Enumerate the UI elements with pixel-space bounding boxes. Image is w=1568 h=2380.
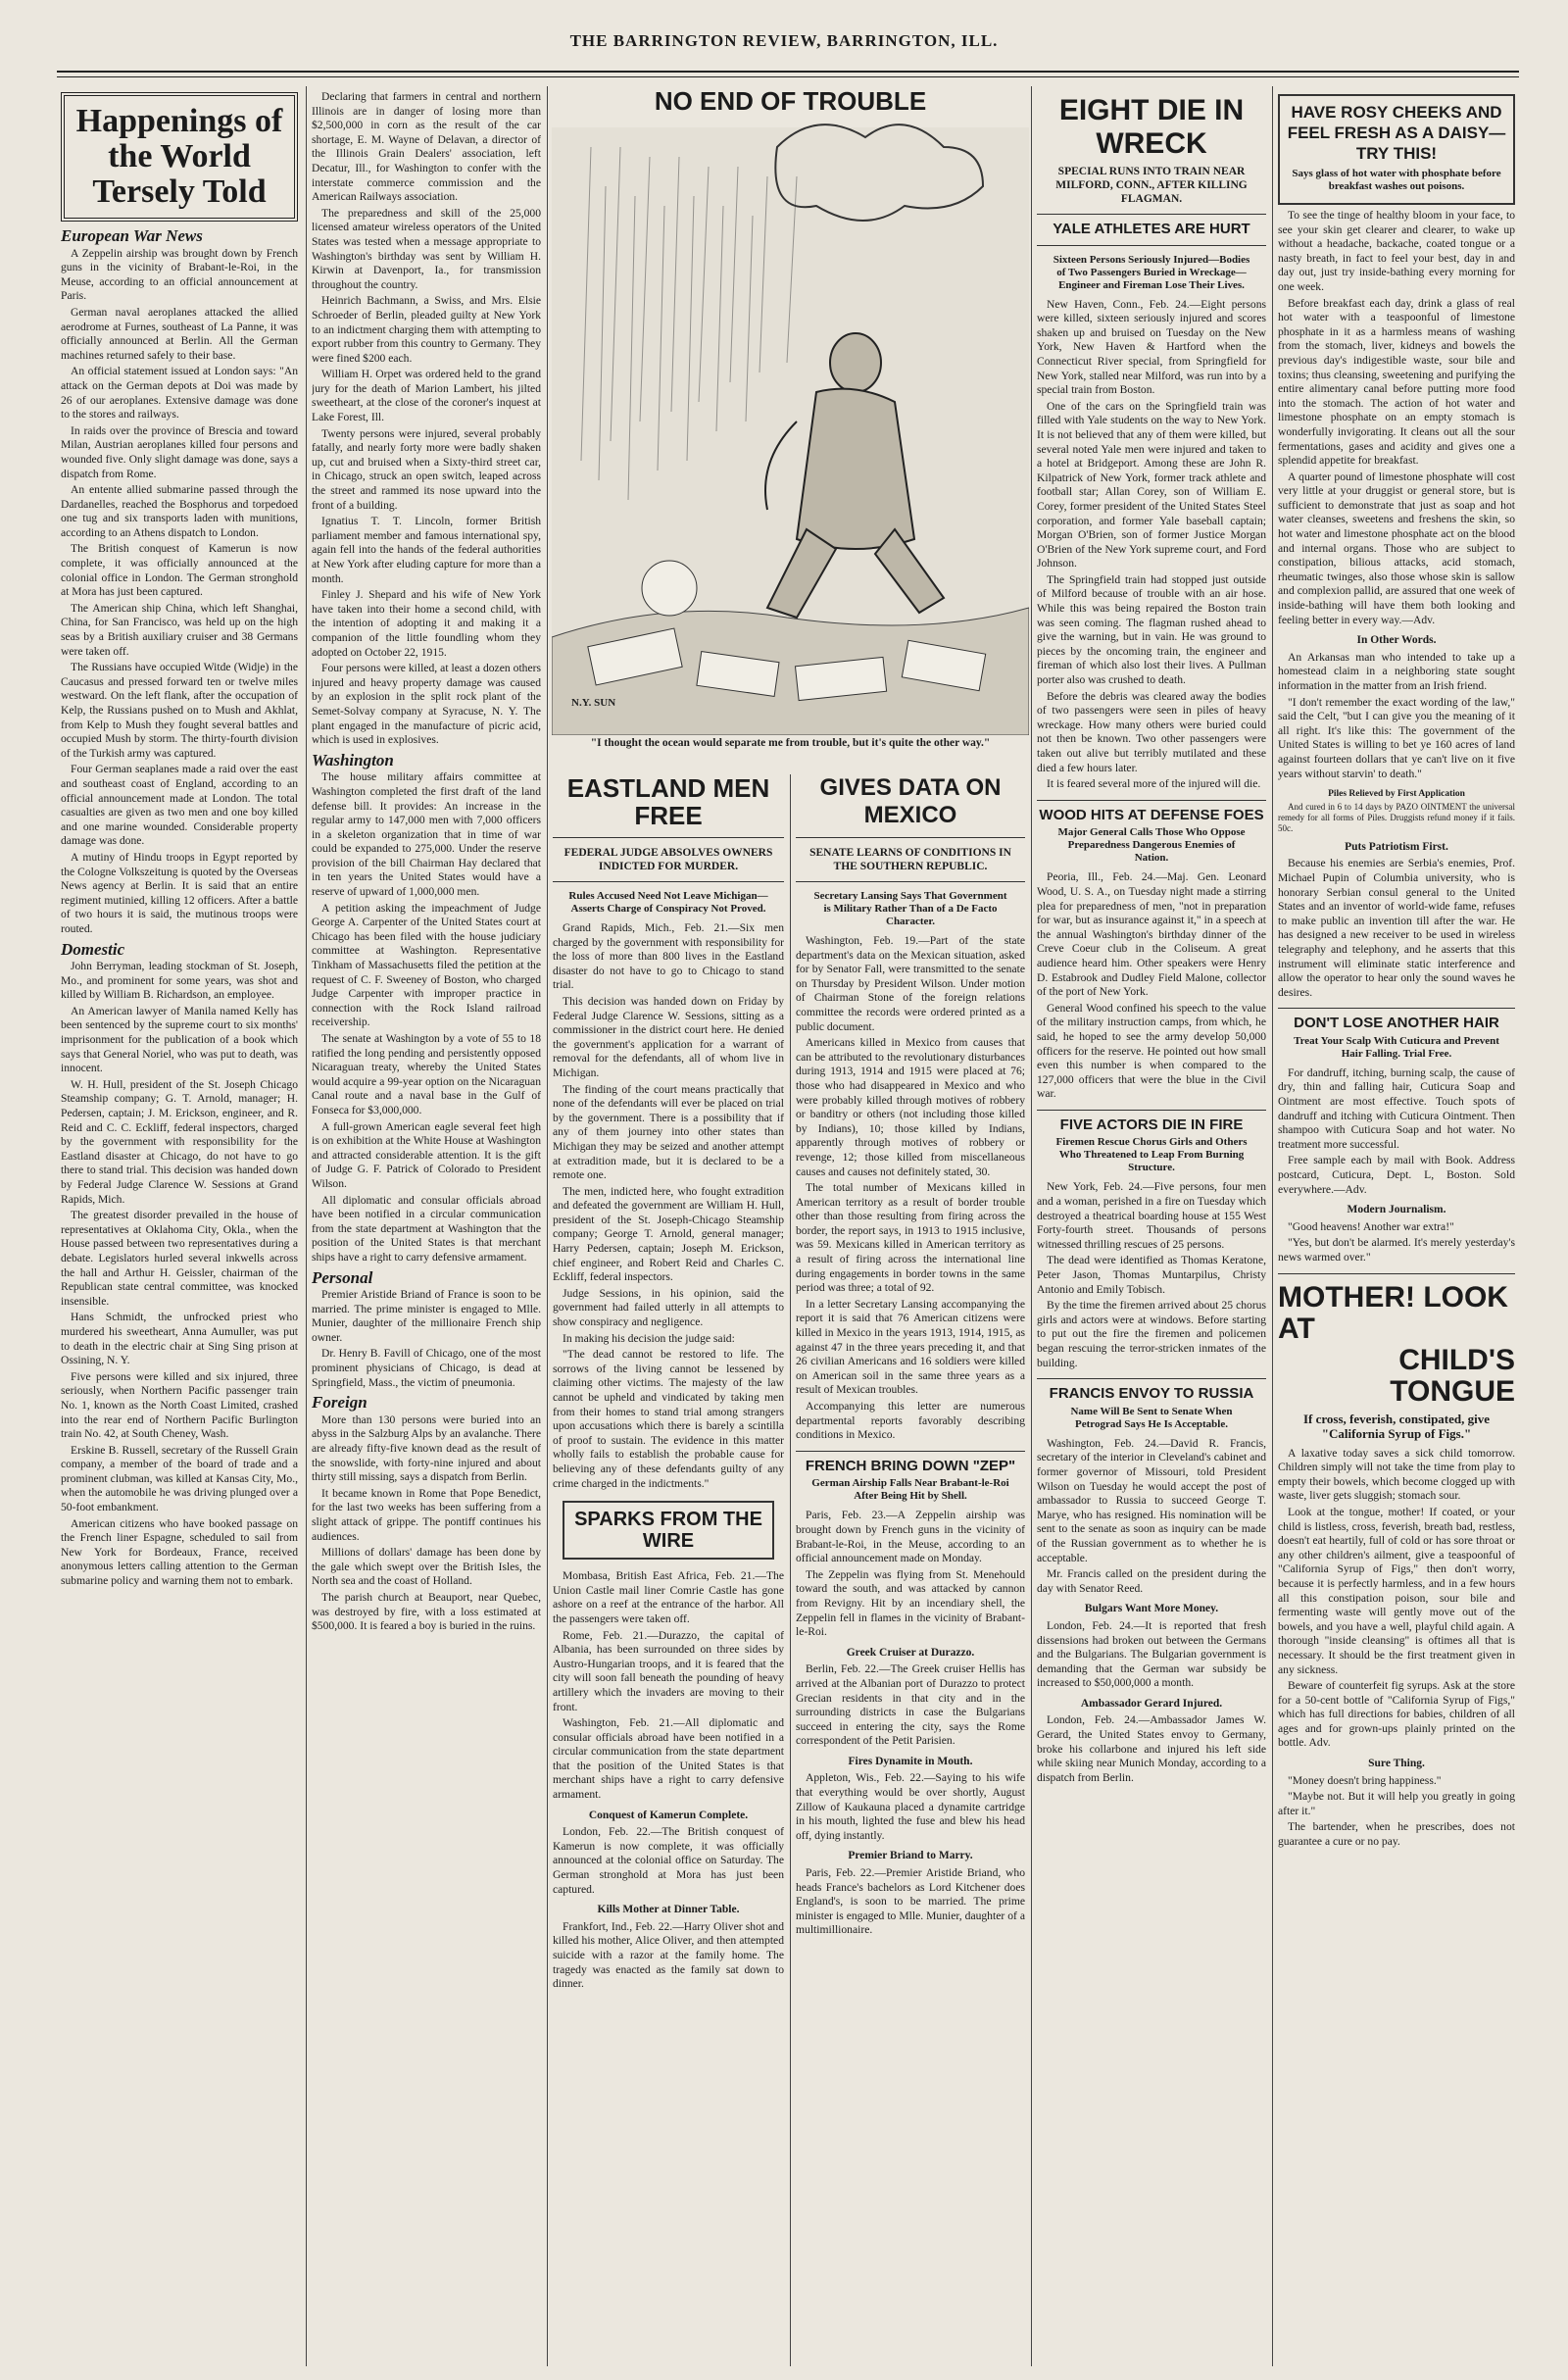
deck: German Airship Falls Near Brabant-le-Roi After Being Hit by Shell. <box>811 1477 1009 1503</box>
deck: Name Will Be Sent to Senate When Petrograd Says He Is Acceptable. <box>1070 1405 1233 1430</box>
news-item: Four persons were killed, at least a dozen others injured and heavy property damage was caused by an explosion in the split rock plant of the Semet-Solvay company at Syracuse, N. Y. The plant engaged in the manufacture of picric acid, which is used in explosives. <box>312 662 541 747</box>
item-heading: Ambassador Gerard Injured. <box>1080 1697 1223 1710</box>
deck: Secretary Lansing Says That Government is Military Rather Than of a De Facto Character. <box>813 890 1007 927</box>
story-paragraph: Frankfort, Ind., Feb. 22.—Harry Oliver shot and killed his mother, Alice Oliver, and then attempted suicide with a razor at the family home. The tragedy was enacted as the family sat down to dinner. <box>553 1919 784 1991</box>
item-heading: In Other Words. <box>1356 634 1437 647</box>
story-paragraph: The finding of the court means practically that none of the defendants will ever be placed on trial by the government. There is a possibility that if any of them journey into other states than Michigan they may be seized and another attempt at extradition made, but it is declared to be a remote one. <box>553 1082 784 1182</box>
story-paragraph: Mombasa, British East Africa, Feb. 21.—The Union Castle mail liner Comrie Castle has gone ashore on a reef at the entrance of the harbor. All the passengers were taken off. <box>553 1569 784 1625</box>
story-paragraph: This decision was handed down on Friday by Federal Judge Clarence W. Sessions, sitting as a commissioner in the district court here. He denied the government's application for a warrant of removal for the defendants, all of whom live in Michigan. <box>553 994 784 1079</box>
column-4 <box>796 774 1025 2362</box>
section-heading: Personal <box>312 1267 373 1287</box>
story-paragraph: Accompanying this letter are numerous departmental reports favorably describing conditions in Mexico. <box>796 1400 1025 1442</box>
story-paragraph: Mr. Francis called on the president during the day with Senator Reed. <box>1037 1567 1266 1595</box>
news-item: A Zeppelin airship was brought down by French guns in the vicinity of Brabant-le-Roi, in the Meuse, according to an official announcement at Paris. <box>61 246 298 303</box>
story-paragraph: In making his decision the judge said: <box>563 1331 735 1345</box>
column-rule <box>547 86 548 2366</box>
deck: Firemen Rescue Chorus Girls and Others Who Threatened to Leap From Burning Structure. <box>1055 1136 1248 1174</box>
news-item: The senate at Washington by a vote of 55 to 18 ratified the long pending and persistently opposed Nicaraguan treaty, whereby the United States would acquire a 99-year option on the Nicaraguan Canal route and a naval base in the Gulf of Fonseca for $3,000,000. <box>312 1032 541 1116</box>
ad-headline: DON'T LOSE ANOTHER HAIR <box>1294 1015 1499 1032</box>
story-paragraph: London, Feb. 24.—It is reported that fresh dissensions had broken out between the Germans and the Bulgarians. The Bulgarian government is demanding that the German war subsidy be increased to $50,000,000 a month. <box>1037 1618 1266 1690</box>
news-item: Dr. Henry B. Favill of Chicago, one of the most prominent physicians of Chicago, is dead at Springfield, Mass., the victim of pneumonia. <box>312 1347 541 1389</box>
news-item: William H. Orpet was ordered held to the grand jury for the death of Marion Lambert, his jilted sweetheart, at the close of the coroner's inquest at Lake Forest, Ill. <box>312 368 541 424</box>
column-rule <box>1272 86 1273 2366</box>
ad-paragraph: And cured in 6 to 14 days by PAZO OINTMENT the universal remedy for all forms of Piles. Druggists refund money if it fails. 50c. <box>1278 801 1515 833</box>
story-paragraph: General Wood confined his speech to the value of the military instruction camps, from which, he said, he hoped to see the army develop 50,000 officers for the reserve. He pointed out how small even this number is when compared to the 127,000 officers that were the blue in the Civil war. <box>1037 1001 1266 1101</box>
story-paragraph: Because his enemies are Serbia's enemies, Prof. Michael Pupin of Columbia university, who is honorary Serbian consul general to the United States and an inventor of world-wide fame, refuses to make public an invention till after the war. He has designed a new receiver to be used in wireless telegraphy and telephony, and he asserts that this instrument will eliminate static interference and allow the operator to hear only the sound waves he desires. <box>1278 857 1515 999</box>
subheadline-yale: YALE ATHLETES ARE HURT <box>1053 221 1250 237</box>
headline-wreck: EIGHT DIE IN WRECK <box>1058 94 1245 160</box>
cartoon-caption: "I thought the ocean would separate me from trouble, but it's quite the other way." <box>590 737 991 749</box>
divider <box>553 837 784 838</box>
sparks-box <box>563 1501 774 1560</box>
column-5 <box>1037 90 1266 2362</box>
story-paragraph: London, Feb. 22.—The British conquest of Kamerun is now complete, it was officially announced at the colonial office on Saturday. The German stronghold at Mora has just been captured. <box>553 1825 784 1896</box>
story-paragraph: "The dead cannot be restored to life. The sorrows of the living cannot be lessened by claiming other victims. The majesty of the law cannot be upheld and vindicated by taking men from their homes to stand trial among strangers upon accusations which there is barely a scintilla of proof to sustain. The evidence in this matter wholly fails to establish the probable cause for believing any of these defendants guilty of any crime charged in the indictments." <box>553 1348 784 1490</box>
ad-headline: HAVE ROSY CHEEKS AND FEEL FRESH AS A DAISY—TRY THIS! <box>1287 103 1506 163</box>
item-heading: Kills Mother at Dinner Table. <box>597 1904 740 1916</box>
item-heading: Greek Cruiser at Durazzo. <box>846 1646 975 1659</box>
divider <box>1037 214 1266 215</box>
column-3 <box>553 774 784 2362</box>
ad-paragraph: Look at the tongue, mother! If coated, or your child is listless, cross, feverish, breath bad, restless, doesn't eat heartily, full of cold or has sore throat or any other children's ailment, give a teaspoonful of "California Syrup of Figs," then don't worry, because it is perfectly harmless, and in a few hours all this constipation poison, sour bile and fermenting waste will gently move out of the bowels, and you have a well, playful child again. A thorough "inside cleansing" is oftimes all that is necessary. It should be the first treatment given in any sickness. <box>1278 1505 1515 1676</box>
happenings-box <box>61 92 298 222</box>
item-heading: Sure Thing. <box>1368 1758 1425 1770</box>
news-item: Ignatius T. T. Lincoln, former British parliament member and famous international spy, again fell into the hands of the federal authorities at New York after eluding capture for more than a month. <box>312 515 541 585</box>
ad-paragraph: Free sample each by mail with Book. Address postcard, Cuticura, Dept. L, Boston. Sold everywhere.—Adv. <box>1278 1154 1515 1196</box>
story-paragraph: Paris, Feb. 23.—A Zeppelin airship was brought down by French guns in the vicinity of Brabant-le-Roi, in the Meuse, according to an official announcement made on Monday. <box>796 1509 1025 1565</box>
column-rule <box>1031 86 1032 2366</box>
divider <box>796 1451 1025 1452</box>
news-item: Declaring that farmers in central and northern Illinois are in danger of losing more than $2,500,000 in corn as the result of the car shortage, E. M. Wayne of Delavan, a director of the Illinois Grain Dealers' association, left Decatur, Ill., for Washington to confer with the interstate commerce commission and the American Railways association. <box>312 90 541 204</box>
news-item: German naval aeroplanes attacked the allied aerodrome at Furnes, southeast of La Panne, it was officially announced at Berlin. All the German machines returned safely to their base. <box>61 305 298 362</box>
column-rule <box>790 774 791 2366</box>
item-heading: Modern Journalism. <box>1347 1204 1446 1216</box>
deck: Sixteen Persons Seriously Injured—Bodies of Two Passengers Buried in Wreckage—Engineer and Fireman Lose Their Lives. <box>1053 253 1250 291</box>
news-item: Four German seaplanes made a raid over the east and southeast coast of England, according to an official announcement made at London. The total casualties are given as two men and one boy killed and one marine wounded. Considerable property damage was done. <box>61 763 298 848</box>
news-item: American citizens who have booked passage on the French liner Espagne, scheduled to sail from New York for Bordeaux, France, received anonymous letters calling attention to the German submarine policy and warning them not to embark. <box>61 1516 298 1588</box>
news-item: More than 130 persons were buried into an abyss in the Salzburg Alps by an avalanche. There are already fifty-five known dead as the result of the snowslide, with forty-nine injured and about thirty still missing, says a dispatch from Berlin. <box>312 1413 541 1484</box>
story-paragraph: "I don't remember the exact wording of the law," said the Celt, "but I can give you the meaning of it all right. It's like this: The government of the United States is willing to bet ye 160 acres of land against fourteen dollars that ye can't live on it five years without starvin' to death." <box>1278 695 1515 780</box>
story-paragraph: The bartender, when he prescribes, does not guarantee a cure or no pay. <box>1278 1820 1515 1849</box>
news-item: A full-grown American eagle several feet high is on exhibition at the White House at Washington and attracted considerable attention. It is the gift of Judge G. F. Patrick of Colorado to President Wilson. <box>312 1119 541 1190</box>
news-item: Premier Aristide Briand of France is soon to be married. The prime minister is engaged to Mlle. Munier, daughter of the millionaire French ship owner. <box>312 1288 541 1344</box>
cartoon-credit: N.Y. SUN <box>571 697 616 709</box>
deck: Treat Your Scalp With Cuticura and Prevent Hair Falling. Trial Free. <box>1294 1034 1499 1060</box>
divider <box>1278 1273 1515 1274</box>
item-heading: Piles Relieved by First Application <box>1328 789 1465 800</box>
item-heading: Bulgars Want More Money. <box>1084 1603 1219 1615</box>
headline-francis: FRANCIS ENVOY TO RUSSIA <box>1049 1385 1254 1403</box>
story-paragraph: Judge Sessions, in his opinion, said the government had failed utterly in all attempts to show conspiracy and negligence. <box>553 1286 784 1329</box>
headline-eastland: EASTLAND MEN FREE <box>566 774 770 830</box>
divider <box>1037 245 1266 246</box>
story-paragraph: Washington, Feb. 19.—Part of the state department's data on the Mexican situation, asked for by Senator Fall, were transmitted to the senate on Thursday by President Wilson. Under motion of Chairman Stone of the foreign relations committee the records were ordered printed as a public document. <box>796 934 1025 1033</box>
cartoon-title: NO END OF TROUBLE <box>654 86 927 116</box>
story-paragraph: The dead were identified as Thomas Keratone, Peter Jason, Thomas Muntarpilus, Christy Antonio and Emily Tobisch. <box>1037 1254 1266 1296</box>
divider <box>1037 1110 1266 1111</box>
news-item: In raids over the province of Brescia and toward Milan, Austrian aeroplanes killed four persons and wounded five. Only slight damage was done, says a dispatch from Rome. <box>61 423 298 480</box>
news-item: The American ship China, which left Shanghai, China, for San Francisco, was held up on the high seas by a British auxiliary cruiser and 38 Germans were taken off. <box>61 601 298 658</box>
headline-actors: FIVE ACTORS DIE IN FIRE <box>1059 1116 1244 1133</box>
news-item: The British conquest of Kamerun is now complete, it was officially announced at the colonial office in London. The German stronghold at Mora has just been captured. <box>61 542 298 599</box>
news-item: The Russians have occupied Witde (Widje) in the Caucasus and pressed forward ten or twelve miles westward. On the left flank, after the occupation of Kelp, the Russians pushed on to Mush and Akhlat, from Kelp to Mush they fought several battles and occupied Mush by storm. The thirty-fourth division of the Turkish army was captured. <box>61 661 298 760</box>
masthead-rule-thin <box>57 76 1519 77</box>
item-heading: Premier Briand to Marry. <box>848 1850 973 1862</box>
ad-headline: MOTHER! LOOK AT <box>1278 1280 1508 1345</box>
news-item: The parish church at Beauport, near Quebec, was destroyed by fire, with a loss estimated at $500,000. It is feared a boy is buried in the ruins. <box>312 1590 541 1633</box>
deck: Says glass of hot water with phosphate before breakfast washes out poisons. <box>1292 168 1501 192</box>
divider <box>1278 1008 1515 1009</box>
story-paragraph: "Yes, but don't be alarmed. It's merely yesterday's news warmed over." <box>1278 1236 1515 1264</box>
story-paragraph: Washington, Feb. 21.—All diplomatic and consular officials abroad have been notified in a circular communication from the state department that the position of the United States is that merchant ships have a right to carry defensive armament. <box>553 1716 784 1802</box>
story-paragraph: By the time the firemen arrived about 25 chorus girls and actors were at windows. Before starting to put out the fire the firemen and policemen began rescuing the terror-stricken inmates of the building. <box>1037 1299 1266 1369</box>
item-heading: Puts Patriotism First. <box>1345 840 1448 853</box>
story-paragraph: Rome, Feb. 21.—Durazzo, the capital of Albania, has been surrounded on three sides by Austro-Hungarian troops, and it is feared that the city will soon fall beneath the pounding of heavy artillery which the invaders are moving to their front. <box>553 1628 784 1713</box>
ad-paragraph: For dandruff, itching, burning scalp, the cause of dry, thin and falling hair, Cuticura Soap and Ointment are most effective. Touch spots of dandruff and itching with Cuticura Ointment. Then shampoo with Cuticura Soap and hot water. No treatment more successful. <box>1278 1066 1515 1151</box>
news-item: An American lawyer of Manila named Kelly has been sentenced by the supreme court to six months' imprisonment for the publication of a book which says that General Noriel, who was put to death, was innocent. <box>61 1004 298 1075</box>
headline-wood: WOOD HITS AT DEFENSE FOES <box>1039 806 1264 823</box>
section-heading: Domestic <box>61 939 125 959</box>
news-item: Heinrich Bachmann, a Swiss, and Mrs. Elsie Schroeder of Berlin, pleaded guilty at New York to an indictment charging them with attempting to export rubber from this country to Germany. They were fined $200 each. <box>312 294 541 365</box>
story-paragraph: Peoria, Ill., Feb. 24.—Maj. Gen. Leonard Wood, U. S. A., on Tuesday night made a stirring plea for preparedness of men, "not in preparation for war, but as insurance against it," in a speech at the annual Washington's birthday dinner of the Creve Coeur club in the Coliseum. A great audience heard him. Other speakers were Henry D. Estabrook and Dudley Field Malone, collector of the port of New York. <box>1037 870 1266 999</box>
deck: Rules Accused Need Not Leave Michigan—Asserts Charge of Conspiracy Not Proved. <box>568 890 768 915</box>
divider <box>553 881 784 882</box>
news-item: Hans Schmidt, the unfrocked priest who murdered his sweetheart, Anna Aumuller, was put to death in the electric chair at Sing Sing prison at Ossining, N. Y. <box>61 1311 298 1367</box>
subheadline: SPECIAL RUNS INTO TRAIN NEAR MILFORD, CONN., AFTER KILLING FLAGMAN. <box>1055 166 1248 205</box>
deck: Major General Calls Those Who Oppose Preparedness Dangerous Enemies of Nation. <box>1057 826 1246 865</box>
story-paragraph: Americans killed in Mexico from causes that can be attributed to the revolutionary disturbances during 1913, 1914 and 1915 were placed at 76; those who had disappeared in Mexico and who were probably killed through motives of robbery or banditry or others (not including those killed by Indians), 10; those killed by Indians, apparently through motives of robbery or revenge, 12; those killed from miscellaneous causes and causes not definitely stated, 30. <box>796 1036 1025 1178</box>
headline-mexico: GIVES DATA ON MEXICO <box>819 774 1002 828</box>
divider <box>1037 1378 1266 1379</box>
column-6 <box>1278 90 1515 2362</box>
divider <box>796 837 1025 838</box>
section-heading: European War News <box>61 226 203 245</box>
story-paragraph: New Haven, Conn., Feb. 24.—Eight persons were killed, sixteen seriously injured and scores shaken up and bruised on Tuesday on the New York, New Haven & Hartford when the Connecticut River special, from Springfield for New York, stalled near Milford, was run into by a special train from Boston. <box>1037 297 1266 397</box>
item-heading: Conquest of Kamerun Complete. <box>588 1809 749 1821</box>
section-heading: Foreign <box>312 1393 368 1413</box>
column-rule <box>306 86 307 2366</box>
deck: If cross, feverish, constipated, give "California Syrup of Figs." <box>1302 1411 1491 1441</box>
story-paragraph: Grand Rapids, Mich., Feb. 21.—Six men charged by the government with responsibility for the loss of more than 800 lives in the Eastland disaster do not have to go to Chicago to stand trial. <box>553 921 784 992</box>
news-item: W. H. Hull, president of the St. Joseph Chicago Steamship company; G. T. Arnold, manager; H. Pedersen, captain; J. M. Erickson, engineer, and R. Reid and C. C. Eckliff, federal inspectors, charged by the government with responsibility for the Eastland disaster at Chicago, do not have to go there to stand trial. This decision was handed down by Federal Judge Clarence W. Sessions at Grand Rapids, Mich. <box>61 1077 298 1206</box>
section-heading: Washington <box>312 750 394 769</box>
divider <box>796 881 1025 882</box>
story-paragraph: The total number of Mexicans killed in American territory as a result of border trouble other than those resulting from firing across the border, the report says, in 1913 to 1915 inclusive, was 59. Mexicans killed in American territory as a result of firing across the international line during engagements in border towns in the same period was three; a total of 92. <box>796 1181 1025 1295</box>
ad-headline: CHILD'S TONGUE <box>1390 1343 1515 1408</box>
news-item: The preparedness and skill of the 25,000 licensed amateur wireless operators of the United States was tested when a message appropriate to Washington's birthday was sent by William H. Kirwin at Davenport, Ia., for transmission throughout the country. <box>312 206 541 291</box>
story-paragraph: Paris, Feb. 22.—Premier Aristide Briand, who heads France's bachelors as Lord Kitchener does England's, is soon to be married. The prime minister is engaged to Mlle. Munier, daughter of a multimillionaire. <box>796 1866 1025 1937</box>
cartoon-illustration <box>552 88 1029 735</box>
news-item: Finley J. Shepard and his wife of New York have taken into their home a second child, with the intention of adopting it and making it a companion of the little foundling whom they adopted on October 22, 1915. <box>312 588 541 659</box>
ad-paragraph: Before breakfast each day, drink a glass of real hot water with a teaspoonful of limestone phosphate in it as a harmless means of washing from the stomach, liver, kidneys and bowels the previous day's indigestible waste, sour bile and toxins; thus cleansing, sweetening and purifying the entire alimentary canal before putting more food into the stomach. The action of hot water and limestone phosphate on an empty stomach is wonderfully invigorating. It cleans out all the sour fermentations, gases and acidity and gives one a splendid appetite for breakfast. <box>1278 296 1515 468</box>
ad-paragraph: A quarter pound of limestone phosphate will cost very little at your druggist or general store, but is sufficient to demonstrate that just as soap and hot water cleanses, sweetens and freshens the skin, so hot water and limestone phosphate act on the blood and internal organs. Those who are subject to constipation, bilious attacks, acid stomach, rheumatic twinges, also those whose skin is sallow and complexion pallid, are assured that one week of inside-bathing will have them both looking and feeling better in every way.—Adv. <box>1278 470 1515 626</box>
story-paragraph: In a letter Secretary Lansing accompanying the report it is said that 76 American citizens were killed in Mexico in the years 1913, 1914, 1915, as against 47 in the three years preceding it, and that 26 civilian Americans and 16 soldiers were killed on American soil in the same three years as a result of Mexican troubles. <box>796 1297 1025 1397</box>
story-paragraph: Washington, Feb. 24.—David R. Francis, secretary of the interior in Cleveland's cabinet and former governor of Missouri, told President Wilson on Tuesday he would accept the post of ambassador to Russia to succeed George T. Marye, who has resigned. His nomination will be sent to the senate as soon as inquiry can be made of the Russian government as to whether he is acceptable. <box>1037 1436 1266 1564</box>
story-paragraph: "Maybe not. But it will help you greatly in going after it." <box>1278 1790 1515 1817</box>
story-paragraph: One of the cars on the Springfield train was filled with Yale students on the way to New York. It is not believed that any of them were killed, but several noted Yale men were injured and taken to a hotel at Bridgeport. Among these are John R. Kilpatrick of New York, former track athlete and football star; Allan Corey, son of William E. Corey, former president of the United States Steel corporation, and former Yale baseball captain; Morgan O'Brien, son of former Justice Morgan O'Brien of the New York supreme court, and Ford Johnson. <box>1037 399 1266 570</box>
column-1 <box>61 90 298 2362</box>
news-item: All diplomatic and consular officials abroad have been notified in a circular communication from the state department at Washington that the position of the United States is that merchant ships have a right to carry defensive armament. <box>312 1193 541 1264</box>
news-item: It became known in Rome that Pope Benedict, for the last two weeks has been suffering from a slight attack of grippe. The pontiff continues his audiences. <box>312 1486 541 1543</box>
news-item: An official statement issued at London says: "An attack on the German depots at Doi was made by 26 of our aeroplanes. Extensive damage was done to the stores and railways. <box>61 365 298 421</box>
ad-paragraph: To see the tinge of healthy bloom in your face, to see your skin get clearer and clearer, to wake up without a headache, backache, coated tongue or a nasty breath, in fact to feel your best, day in and day out, just try inside-bathing every morning for one week. <box>1278 209 1515 293</box>
story-paragraph: The men, indicted here, who fought extradition and defeated the government are William H. Hull, president of the St. Joseph-Chicago Steamship company; George T. Arnold, general manager; Harry Pedersen, captain; Joseph M. Erickson, chief engineer, and Robert Reid and Charles C. Eckliff, federal inspectors. <box>553 1184 784 1284</box>
news-item: Five persons were killed and six injured, three seriously, when Northern Pacific passenger train No. 1, known as the North Coast Limited, crashed into the rear end of Northern Pacific Burlington train No. 42, at South Cheney, Wash. <box>61 1369 298 1441</box>
happenings-title: Happenings of the World Tersely Told <box>75 103 283 210</box>
story-paragraph: Berlin, Feb. 22.—The Greek cruiser Hellis has arrived at the Albanian port of Durazzo to protect Grecian residents in that city and in the surrounding districts in case the Bulgarians succeed in entering the city, says the Rome correspondent of the Petit Parisien. <box>796 1662 1025 1748</box>
news-item: Twenty persons were injured, several probably fatally, and nearly forty more were badly shaken up, cut and bruised when a Sixty-third street car, in Chicago, struck an open switch, leaped across the street and rammed its nose upward into the front of a building. <box>312 426 541 512</box>
sparks-title: SPARKS FROM THE WIRE <box>574 1509 762 1553</box>
story-paragraph: It is feared several more of the injured will die. <box>1047 777 1261 791</box>
news-item: The house military affairs committee at Washington completed the first draft of the land defense bill. It provides: An increase in the regular army to 147,000 men with 7,000 officers in a skeleton organization that in time of war could be expanded to 275,000. Under the reserve provision of the bill Chairman Hay declared that in ten years the United States would have a reserve of upward of 1,000,000 men. <box>312 770 541 899</box>
item-heading: Fires Dynamite in Mouth. <box>848 1755 973 1767</box>
masthead: THE BARRINGTON REVIEW, BARRINGTON, ILL. <box>569 31 999 50</box>
ad-box-rosy-cheeks <box>1278 94 1515 205</box>
news-item: Erskine B. Russell, secretary of the Russell Grain company, a member of the board of trade and a prominent clubman, was killed at Kansas City, Mo., when the automobile he was driving plunged over a 50-foot embankment. <box>61 1443 298 1514</box>
subheadline: SENATE LEARNS OF CONDITIONS IN THE SOUTHERN REPUBLIC. <box>809 847 1011 872</box>
news-item: John Berryman, leading stockman of St. Joseph, Mo., and prominent for some years, was shot and killed by William B. Richardson, an employee. <box>61 960 298 1002</box>
story-paragraph: London, Feb. 24.—Ambassador James W. Gerard, the United States envoy to Germany, broke his collarbone and injured his left side while skiing near Munich Monday, according to a dispatch from Berlin. <box>1037 1713 1266 1784</box>
story-paragraph: Appleton, Wis., Feb. 22.—Saying to his wife that everything would be over shortly, August Zillow of Kaukauna placed a dynamite cartridge in his mouth, lighted the fuse and blew his head off, dying instantly. <box>796 1771 1025 1842</box>
story-paragraph: An Arkansas man who intended to take up a homestead claim in a neighboring state sought information in the matter from an Irish friend. <box>1278 650 1515 692</box>
subheadline: FEDERAL JUDGE ABSOLVES OWNERS INDICTED FOR MURDER. <box>564 847 773 872</box>
ad-paragraph: A laxative today saves a sick child tomorrow. Children simply will not take the time from play to empty their bowels, which become clogged up with waste, liver gets sluggish; stomach sour. <box>1278 1446 1515 1503</box>
story-paragraph: The Zeppelin was flying from St. Menehould toward the south, and was attacked by cannon from Revigny. Hit by an incendiary shell, the Zeppelin fell in flames in the vicinity of Brabant-le-Roi. <box>796 1567 1025 1639</box>
ad-paragraph: Beware of counterfeit fig syrups. Ask at the store for a 50-cent bottle of "California Syrup of Figs," which has full directions for babies, children of all ages and for grown-ups plainly printed on the bottle. Adv. <box>1278 1679 1515 1750</box>
column-2 <box>312 90 541 2362</box>
divider <box>1037 800 1266 801</box>
story-paragraph: Before the debris was cleared away the bodies of two passengers were seen in piles of heavy wreckage. How many others were buried could not then be known. Two other passengers were taken out alive but terribly mutilated and these died a few hours later. <box>1037 689 1266 774</box>
news-item: A mutiny of Hindu troops in Egypt reported by the Cologne Volkszeitung is quoted by the Overseas News agency at Berlin. It is said that an entire regiment mutinied, killing 12 officers. After a battle of two hours it is said, the mutinous troops were routed. <box>61 850 298 935</box>
news-item: The greatest disorder prevailed in the house of representatives at Oklahoma City, Okla., when the House passed between two representatives during a debate. Legislators hurled several inkwells across the hall and Arthur H. Geissler, chairman of the Republican state central committee, was knocked insensible. <box>61 1209 298 1308</box>
news-item: An entente allied submarine passed through the Dardanelles, reached the Bosphorus and torpedoed one tug and six transports laden with munitions, according to an Athens dispatch to London. <box>61 483 298 539</box>
story-paragraph: New York, Feb. 24.—Five persons, four men and a woman, perished in a fire on Tuesday which destroyed a theatrical boarding house at 155 West Forty-fourth street. Thousands of persons witnessed thrilling rescues of 25 persons. <box>1037 1180 1266 1251</box>
news-item: A petition asking the impeachment of Judge George A. Carpenter of the United States court at Chicago has been filed with the house judiciary committee at Washington. Representative Tinkham of Massachusetts filed the petition at the request of C. F. Sweeney of Boston, who charged Judge Carpenter with improper practice in connection with the Rock Island railroad receivership. <box>312 901 541 1029</box>
story-paragraph: "Money doesn't bring happiness." <box>1288 1773 1442 1787</box>
story-paragraph: "Good heavens! Another war extra!" <box>1288 1219 1454 1233</box>
headline-zep: FRENCH BRING DOWN "ZEP" <box>805 1457 1016 1474</box>
masthead-rule <box>57 71 1519 73</box>
news-item: Millions of dollars' damage has been done by the gale which swept over the British Isles, the North sea and the coast of Holland. <box>312 1546 541 1588</box>
story-paragraph: The Springfield train had stopped just outside of Milford because of trouble with an air hose. While this was being repaired the Boston train was seen coming. The flagman rushed ahead to give the warning, but in vain. He was ground to pieces by the oncoming train, the engineer and fireman of which also lost their lives. A Pullman porter also was crushed to death. <box>1037 572 1266 687</box>
